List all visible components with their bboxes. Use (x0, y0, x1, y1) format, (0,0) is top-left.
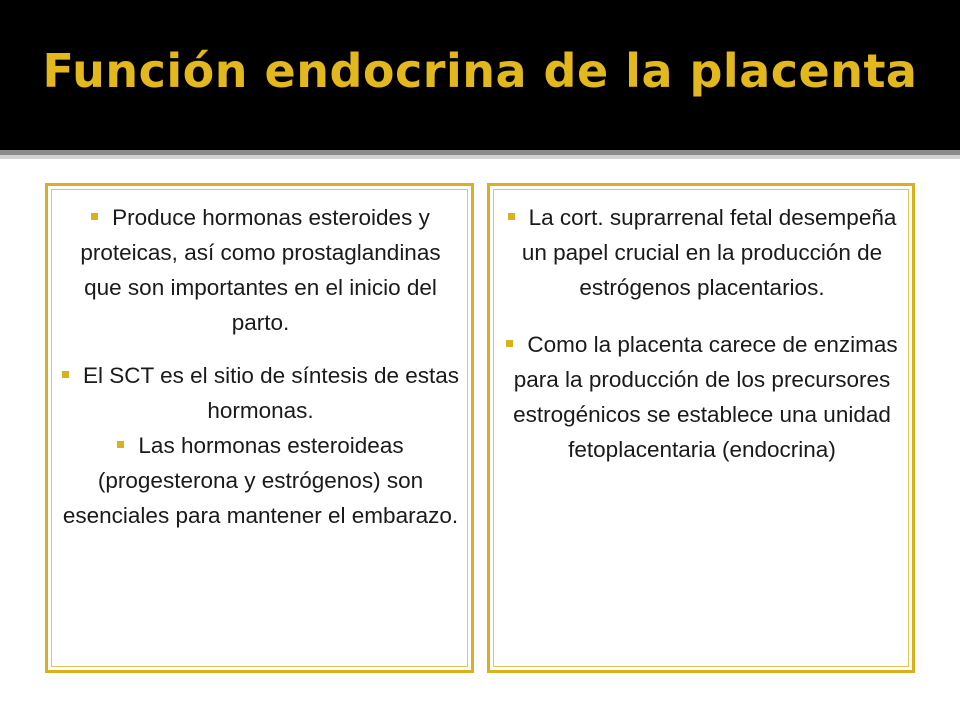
right-bullet-item (500, 327, 904, 467)
left-bullet-item (58, 428, 463, 533)
square-bullet-icon (91, 213, 98, 220)
left-bullet-text: Las hormonas esteroideas (progesterona y estrógenos) son esenciales para mantener el embarazo. (62, 433, 459, 528)
slide-title: Función endocrina de la placenta (42, 44, 918, 98)
title-bar (0, 0, 960, 150)
right-bullet-item (500, 200, 904, 305)
left-bullet-item (58, 358, 463, 428)
right-bullet-text: La cort. suprarrenal fetal desempeña un papel crucial en la producción de estrógenos placentarios. (521, 205, 897, 300)
square-bullet-icon (62, 371, 69, 378)
left-bullet-text: El SCT es el sitio de síntesis de estas hormonas. (83, 363, 460, 423)
right-bullet-list (500, 200, 904, 467)
left-bullet-item (58, 200, 463, 340)
square-bullet-icon (117, 441, 124, 448)
left-bullet-list (58, 200, 463, 533)
square-bullet-icon (506, 340, 513, 347)
left-content-box[interactable] (45, 183, 474, 673)
right-bullet-text: Como la placenta carece de enzimas para la producción de los precursores estrogénicos se establece una unidad fetoplacentaria (endocrina) (513, 332, 898, 462)
square-bullet-icon (508, 213, 515, 220)
left-bullet-text: Produce hormonas esteroides y proteicas, así como prostaglandinas que son importantes en el inicio del parto. (80, 205, 441, 335)
right-content-box[interactable] (487, 183, 915, 673)
title-divider-light (0, 155, 960, 159)
